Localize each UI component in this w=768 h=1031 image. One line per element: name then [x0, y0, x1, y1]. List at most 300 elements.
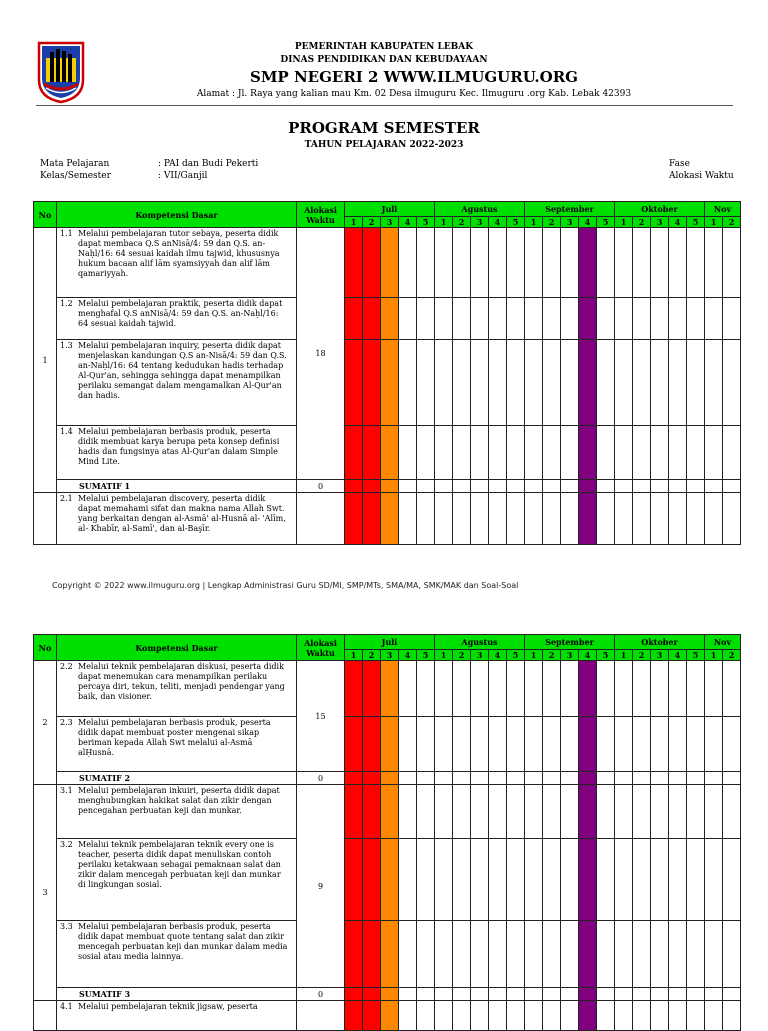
week-slot: [633, 839, 651, 921]
week-slot: [615, 785, 633, 839]
week-slot: [363, 772, 381, 785]
week-slot: [345, 988, 363, 1001]
week-slot: [417, 426, 435, 480]
week-slot: [723, 921, 741, 988]
week-slot: [435, 772, 453, 785]
week-slot: [489, 921, 507, 988]
week-slot: [471, 988, 489, 1001]
kd-number: 3.2: [60, 840, 73, 849]
week-slot: [579, 785, 597, 839]
week-slot: [561, 772, 579, 785]
week-slot: [687, 340, 705, 426]
kd-number: 1.3: [60, 341, 73, 350]
week-slot: [507, 661, 525, 717]
sumatif-value: 0: [297, 988, 345, 1001]
week-slot: [363, 340, 381, 426]
col-no: No: [34, 202, 57, 228]
week-slot: [363, 493, 381, 545]
week-slot: [363, 785, 381, 839]
kd-number: 4.1: [60, 1002, 73, 1011]
kd-text: Melalui teknik pembelajaran teknik every one is teacher, peserta didik dapat menuliskan contoh perilaku ketakwaan sebagai pemaknaan salat dan zikir dalam mencegah perbuatan keji dan munkar di lingkungan sosial.: [78, 840, 281, 889]
week-slot: [435, 480, 453, 493]
week-cell: 1: [345, 650, 363, 661]
week-slot: [597, 772, 615, 785]
week-cell: 2: [363, 650, 381, 661]
week-slot: [705, 921, 723, 988]
week-slot: [489, 988, 507, 1001]
week-slot: [705, 340, 723, 426]
week-slot: [543, 426, 561, 480]
week-slot: [525, 340, 543, 426]
week-slot: [615, 661, 633, 717]
week-slot: [579, 298, 597, 340]
week-slot: [507, 988, 525, 1001]
week-cell: 5: [687, 650, 705, 661]
week-slot: [525, 228, 543, 298]
week-slot: [453, 298, 471, 340]
week-slot: [471, 785, 489, 839]
week-cell: 2: [543, 217, 561, 228]
week-slot: [489, 298, 507, 340]
week-cell: 5: [507, 217, 525, 228]
kompetensi-cell: [57, 493, 297, 545]
week-slot: [363, 921, 381, 988]
kd-text: Melalui pembelajaran teknik jigsaw, peserta: [78, 1002, 258, 1011]
week-slot: [453, 493, 471, 545]
week-slot: [579, 921, 597, 988]
week-cell: 3: [561, 650, 579, 661]
month-0: Juli: [345, 635, 435, 650]
week-slot: [651, 921, 669, 988]
week-cell: 1: [705, 650, 723, 661]
week-slot: [525, 493, 543, 545]
week-slot: [525, 426, 543, 480]
week-slot: [669, 717, 687, 772]
week-slot: [615, 493, 633, 545]
week-slot: [705, 493, 723, 545]
week-slot: [561, 340, 579, 426]
week-slot: [471, 493, 489, 545]
dept-line: DINAS PENDIDIKAN DAN KEBUDAYAAN: [280, 55, 488, 65]
week-slot: [345, 298, 363, 340]
week-slot: [687, 228, 705, 298]
week-slot: [381, 988, 399, 1001]
week-slot: [543, 661, 561, 717]
mapel-label: Mata Pelajaran: [40, 159, 110, 169]
week-slot: [489, 839, 507, 921]
week-slot: [669, 988, 687, 1001]
week-slot: [435, 988, 453, 1001]
week-slot: [687, 988, 705, 1001]
fase-label: Fase: [669, 159, 690, 169]
week-slot: [417, 839, 435, 921]
week-slot: [669, 1001, 687, 1031]
week-slot: [687, 493, 705, 545]
kelas-value: : VII/Ganjil: [158, 171, 208, 181]
week-slot: [723, 772, 741, 785]
week-cell: 3: [381, 650, 399, 661]
week-slot: [489, 785, 507, 839]
week-slot: [579, 493, 597, 545]
week-cell: 1: [525, 650, 543, 661]
week-slot: [471, 717, 489, 772]
week-slot: [723, 480, 741, 493]
week-slot: [453, 988, 471, 1001]
week-slot: [651, 717, 669, 772]
week-slot: [723, 661, 741, 717]
week-slot: [381, 228, 399, 298]
week-cell: 2: [723, 217, 741, 228]
week-slot: [561, 426, 579, 480]
week-slot: [633, 1001, 651, 1031]
week-slot: [651, 298, 669, 340]
week-slot: [705, 1001, 723, 1031]
week-slot: [489, 717, 507, 772]
month-2: September: [525, 635, 615, 650]
week-cell: 4: [489, 217, 507, 228]
week-slot: [669, 772, 687, 785]
week-slot: [435, 340, 453, 426]
week-slot: [633, 298, 651, 340]
week-slot: [417, 772, 435, 785]
week-slot: [597, 839, 615, 921]
week-slot: [597, 921, 615, 988]
week-slot: [417, 785, 435, 839]
week-slot: [633, 480, 651, 493]
alokasi-value: 9: [297, 785, 345, 988]
week-slot: [561, 480, 579, 493]
week-cell: 4: [489, 650, 507, 661]
week-slot: [597, 493, 615, 545]
week-slot: [543, 717, 561, 772]
kd-text: Melalui pembelajaran praktik, peserta didik dapat menghafal Q.S anNisā/4: 59 dan Q.S. an-Naḥl/16: 64 sesuai kaidah tajwid.: [78, 299, 283, 328]
week-cell: 5: [597, 650, 615, 661]
week-slot: [615, 988, 633, 1001]
kd-text: Melalui pembelajaran inkuiri, peserta didik dapat menghubungkan hakikat salat dan zikir dengan pencegahan perbuatan keji dan munkar.: [78, 786, 280, 815]
week-slot: [489, 228, 507, 298]
week-cell: 2: [453, 217, 471, 228]
week-slot: [615, 717, 633, 772]
week-slot: [669, 340, 687, 426]
week-slot: [399, 426, 417, 480]
week-slot: [453, 839, 471, 921]
week-slot: [651, 661, 669, 717]
week-slot: [669, 426, 687, 480]
week-slot: [543, 1001, 561, 1031]
week-slot: [705, 298, 723, 340]
week-slot: [525, 921, 543, 988]
week-slot: [525, 988, 543, 1001]
week-slot: [723, 785, 741, 839]
week-slot: [651, 228, 669, 298]
week-slot: [687, 921, 705, 988]
month-1: Agustus: [435, 635, 525, 650]
week-slot: [381, 1001, 399, 1031]
alokasi-value: 15: [297, 661, 345, 772]
kd-text: Melalui pembelajaran berbasis produk, peserta didik membuat karya berupa peta konsep definisi hadis dan fungsinya atas Al-Qur'an dalam Simple Mind Lite.: [78, 427, 280, 466]
week-slot: [381, 921, 399, 988]
week-cell: 2: [543, 650, 561, 661]
week-slot: [471, 228, 489, 298]
week-slot: [669, 493, 687, 545]
week-slot: [507, 480, 525, 493]
week-slot: [489, 426, 507, 480]
week-slot: [345, 493, 363, 545]
alokasi-value: [297, 1001, 345, 1031]
week-slot: [345, 480, 363, 493]
month-4: Nov: [705, 202, 741, 217]
week-slot: [471, 772, 489, 785]
week-slot: [705, 661, 723, 717]
week-slot: [633, 493, 651, 545]
week-slot: [597, 298, 615, 340]
col-alokasi: Alokasi Waktu: [297, 202, 345, 228]
week-slot: [525, 480, 543, 493]
week-slot: [507, 921, 525, 988]
week-slot: [381, 717, 399, 772]
week-slot: [525, 298, 543, 340]
week-cell: 3: [651, 650, 669, 661]
week-cell: 1: [615, 217, 633, 228]
kompetensi-cell: [57, 839, 297, 921]
kd-number: 2.2: [60, 662, 73, 671]
month-3: Oktober: [615, 202, 705, 217]
week-slot: [633, 228, 651, 298]
week-slot: [543, 785, 561, 839]
week-slot: [489, 661, 507, 717]
week-cell: 3: [381, 217, 399, 228]
week-cell: 4: [579, 217, 597, 228]
week-slot: [579, 661, 597, 717]
week-cell: 5: [417, 217, 435, 228]
week-cell: 1: [705, 217, 723, 228]
week-slot: [507, 298, 525, 340]
week-slot: [345, 839, 363, 921]
sumatif-value: 0: [297, 480, 345, 493]
doc-title: PROGRAM SEMESTER: [288, 119, 480, 137]
kompetensi-cell: [57, 228, 297, 298]
week-slot: [345, 228, 363, 298]
week-slot: [435, 298, 453, 340]
week-slot: [381, 298, 399, 340]
week-slot: [651, 772, 669, 785]
kompetensi-cell: [57, 1001, 297, 1031]
week-slot: [633, 921, 651, 988]
week-slot: [453, 228, 471, 298]
week-cell: 2: [453, 650, 471, 661]
kelas-label: Kelas/Semester: [40, 171, 111, 181]
week-slot: [543, 839, 561, 921]
week-cell: 4: [669, 217, 687, 228]
alokasi-label: Alokasi Waktu: [669, 171, 734, 181]
week-slot: [381, 661, 399, 717]
week-slot: [651, 1001, 669, 1031]
week-slot: [435, 228, 453, 298]
week-slot: [597, 1001, 615, 1031]
week-slot: [579, 340, 597, 426]
week-slot: [633, 340, 651, 426]
week-slot: [399, 228, 417, 298]
week-slot: [363, 480, 381, 493]
week-slot: [471, 480, 489, 493]
week-slot: [435, 426, 453, 480]
week-slot: [561, 298, 579, 340]
kd-text: Melalui pembelajaran tutor sebaya, peserta didik dapat membaca Q.S anNisā/4: 59 dan Q.S. an-Naḥl/16: 64 sesuai kaidah ilmu tajwid, khususnya hukum bacaan alif lām syamsiyyah dan alif lām qamariyyah.: [78, 229, 280, 278]
week-slot: [525, 839, 543, 921]
week-slot: [453, 921, 471, 988]
week-slot: [471, 298, 489, 340]
week-slot: [453, 340, 471, 426]
week-slot: [507, 228, 525, 298]
week-slot: [597, 988, 615, 1001]
week-slot: [687, 785, 705, 839]
week-slot: [417, 717, 435, 772]
week-slot: [399, 785, 417, 839]
kd-text: Melalui teknik pembelajaran diskusi, peserta didik dapat menemukan cara menampilkan perilaku percaya diri, tekun, teliti, menjadi pendengar yang baik, dan visioner.: [78, 662, 285, 701]
week-slot: [381, 493, 399, 545]
school-address: Alamat : Jl. Raya yang kalian mau Km. 02 Desa ilmuguru Kec. Ilmuguru .org Kab. Lebak 42393: [196, 89, 632, 99]
week-slot: [543, 772, 561, 785]
week-slot: [417, 1001, 435, 1031]
week-slot: [579, 717, 597, 772]
kd-text: Melalui pembelajaran inquiry, peserta didik dapat menjelaskan kandungan Q.S an-Nisā/4: 59 dan Q.S. an-Naḥl/16: 64 tentang kedudukan hadis terhadap Al-Qur'an, sehingga sehingga dapat menampilkan perilaku semangat dalam mengamalkan Al-Qur'an dan hadis.: [78, 341, 287, 400]
week-cell: 1: [435, 650, 453, 661]
week-slot: [579, 772, 597, 785]
week-slot: [561, 1001, 579, 1031]
kd-number: 2.3: [60, 718, 73, 727]
col-kompetensi: Kompetensi Dasar: [57, 635, 297, 661]
week-slot: [705, 717, 723, 772]
week-slot: [543, 228, 561, 298]
week-cell: 4: [399, 650, 417, 661]
header-divider: [36, 105, 733, 106]
week-slot: [615, 921, 633, 988]
week-slot: [705, 988, 723, 1001]
week-slot: [561, 921, 579, 988]
week-slot: [381, 785, 399, 839]
week-slot: [669, 661, 687, 717]
week-slot: [669, 480, 687, 493]
week-slot: [687, 1001, 705, 1031]
sumatif-label: SUMATIF 2: [57, 772, 297, 785]
week-slot: [471, 921, 489, 988]
week-slot: [399, 772, 417, 785]
alokasi-value: [297, 493, 345, 545]
alokasi-value: 18: [297, 228, 345, 480]
kd-text: Melalui pembelajaran discovery, peserta didik dapat memahami sifat dan makna nama Allah Swt. yang berkaitan dengan al-Asmā' al-Husnā al- 'Alīm, al- Khabīr, al-Samī', dan al-Başīr.: [78, 494, 286, 533]
week-slot: [399, 661, 417, 717]
week-slot: [705, 228, 723, 298]
week-slot: [345, 921, 363, 988]
kompetensi-cell: [57, 921, 297, 988]
week-slot: [687, 426, 705, 480]
week-slot: [453, 480, 471, 493]
week-cell: 3: [561, 217, 579, 228]
week-slot: [669, 785, 687, 839]
week-cell: 2: [633, 217, 651, 228]
semester-table-1: [33, 201, 741, 545]
week-slot: [363, 426, 381, 480]
week-slot: [471, 426, 489, 480]
week-slot: [615, 1001, 633, 1031]
week-slot: [489, 480, 507, 493]
week-slot: [579, 839, 597, 921]
kd-number: 1.1: [60, 229, 73, 238]
gov-line: PEMERINTAH KABUPATEN LEBAK: [294, 42, 474, 52]
kd-text: Melalui pembelajaran berbasis produk, peserta didik dapat membuat quote tentang salat dan zikir mencegah perbuatan keji dan munkar dalam media sosial atau media lainnya.: [78, 922, 288, 961]
week-slot: [651, 785, 669, 839]
month-2: September: [525, 202, 615, 217]
week-slot: [435, 839, 453, 921]
week-slot: [525, 785, 543, 839]
week-slot: [597, 661, 615, 717]
week-slot: [471, 1001, 489, 1031]
week-slot: [651, 480, 669, 493]
week-slot: [417, 921, 435, 988]
week-slot: [669, 228, 687, 298]
week-slot: [453, 1001, 471, 1031]
week-slot: [705, 480, 723, 493]
week-slot: [705, 785, 723, 839]
week-slot: [705, 426, 723, 480]
week-slot: [507, 1001, 525, 1031]
week-slot: [363, 839, 381, 921]
week-slot: [651, 426, 669, 480]
week-slot: [399, 921, 417, 988]
week-slot: [687, 661, 705, 717]
week-slot: [705, 839, 723, 921]
week-slot: [561, 785, 579, 839]
week-slot: [597, 717, 615, 772]
sumatif-label: SUMATIF 3: [57, 988, 297, 1001]
week-slot: [723, 228, 741, 298]
week-slot: [507, 717, 525, 772]
week-slot: [561, 988, 579, 1001]
week-slot: [525, 717, 543, 772]
week-slot: [579, 480, 597, 493]
week-cell: 3: [471, 650, 489, 661]
week-slot: [651, 988, 669, 1001]
week-slot: [489, 493, 507, 545]
week-slot: [435, 661, 453, 717]
week-slot: [471, 340, 489, 426]
week-slot: [561, 228, 579, 298]
week-slot: [507, 772, 525, 785]
week-slot: [399, 340, 417, 426]
week-slot: [687, 480, 705, 493]
week-slot: [615, 480, 633, 493]
week-slot: [615, 426, 633, 480]
week-slot: [489, 1001, 507, 1031]
week-slot: [579, 426, 597, 480]
week-slot: [417, 480, 435, 493]
week-slot: [453, 661, 471, 717]
week-slot: [507, 785, 525, 839]
week-slot: [399, 839, 417, 921]
month-0: Juli: [345, 202, 435, 217]
week-slot: [579, 228, 597, 298]
col-alokasi: Alokasi Waktu: [297, 635, 345, 661]
week-slot: [507, 839, 525, 921]
week-slot: [363, 298, 381, 340]
row-no: 2: [34, 661, 57, 785]
kd-number: 2.1: [60, 494, 73, 503]
week-slot: [651, 839, 669, 921]
week-cell: 2: [633, 650, 651, 661]
week-slot: [525, 661, 543, 717]
week-slot: [345, 772, 363, 785]
week-slot: [723, 493, 741, 545]
